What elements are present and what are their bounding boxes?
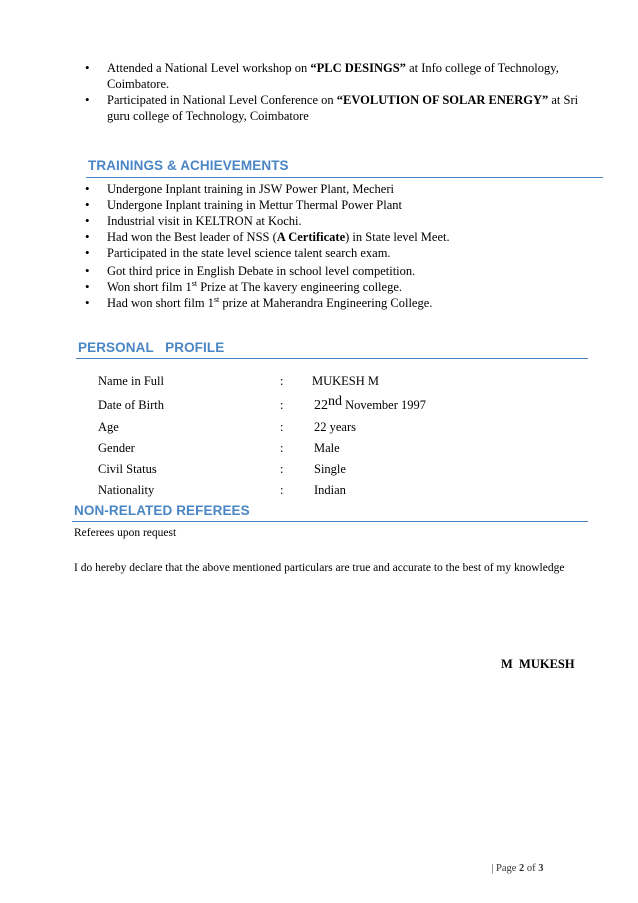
list-item: • Undergone Inplant training in JSW Power Plant, Mecheri [83,181,603,197]
list-item: • Had won short film 1st prize at Maherandra Engineering College. [83,295,603,311]
workshop-title: “PLC DESINGS” [310,61,406,75]
list-item [83,60,603,92]
profile-row-gender: Gender : Male [98,441,340,455]
conference-text: Participated in National Level Conference on [107,93,337,107]
referees-divider [72,521,588,522]
conference-title: “EVOLUTION OF SOLAR ENERGY” [336,93,549,107]
workshop-text: Coimbatore. [107,77,170,91]
trainings-divider [86,177,603,178]
workshop-list [83,60,603,124]
list-item [83,92,603,124]
list-item: • Participated in the state level science talent search exam. [83,245,603,261]
signature-name: M MUKESH [501,657,575,671]
conference-text: guru college of Technology, Coimbatore [107,109,309,123]
profile-row-nationality: Nationality : Indian [98,483,346,497]
workshop-text: at Info college of Technology, [405,61,559,75]
profile-row-name: Name in Full : MUKESH M [98,374,380,388]
page-number: | Page 2 of 3 [491,863,544,874]
list-item: • Undergone Inplant training in Mettur Thermal Power Plant [83,197,603,213]
profile-row-civil-status: Civil Status : Single [98,462,346,476]
referees-heading: NON-RELATED REFEREES [74,503,250,518]
conference-text: at Sri [548,93,579,107]
trainings-list [83,181,603,311]
declaration-text: I do hereby declare that the above mentioned particulars are true and accurate to the best of my knowledge [74,562,565,574]
list-item: • Industrial visit in KELTRON at Kochi. [83,213,603,229]
list-item: • Won short film 1st Prize at The kavery engineering college. [83,279,603,295]
certificate-label: A Certificate [276,230,346,244]
list-item: • Got third price in English Debate in school level competition. [83,263,603,279]
trainings-heading: TRAININGS & ACHIEVEMENTS [88,158,289,173]
personal-profile-heading: PERSONAL PROFILE [78,340,225,355]
list-item: • Had won the Best leader of NSS (A Certificate) in State level Meet. [83,229,603,245]
workshop-text: Attended a National Level workshop on [107,61,311,75]
profile-row-dob: Date of Birth : 22nd November 1997 [98,394,427,413]
profile-row-age: Age : 22 years [98,420,356,434]
referees-text: Referees upon request [74,527,177,539]
personal-profile-divider [76,358,588,359]
